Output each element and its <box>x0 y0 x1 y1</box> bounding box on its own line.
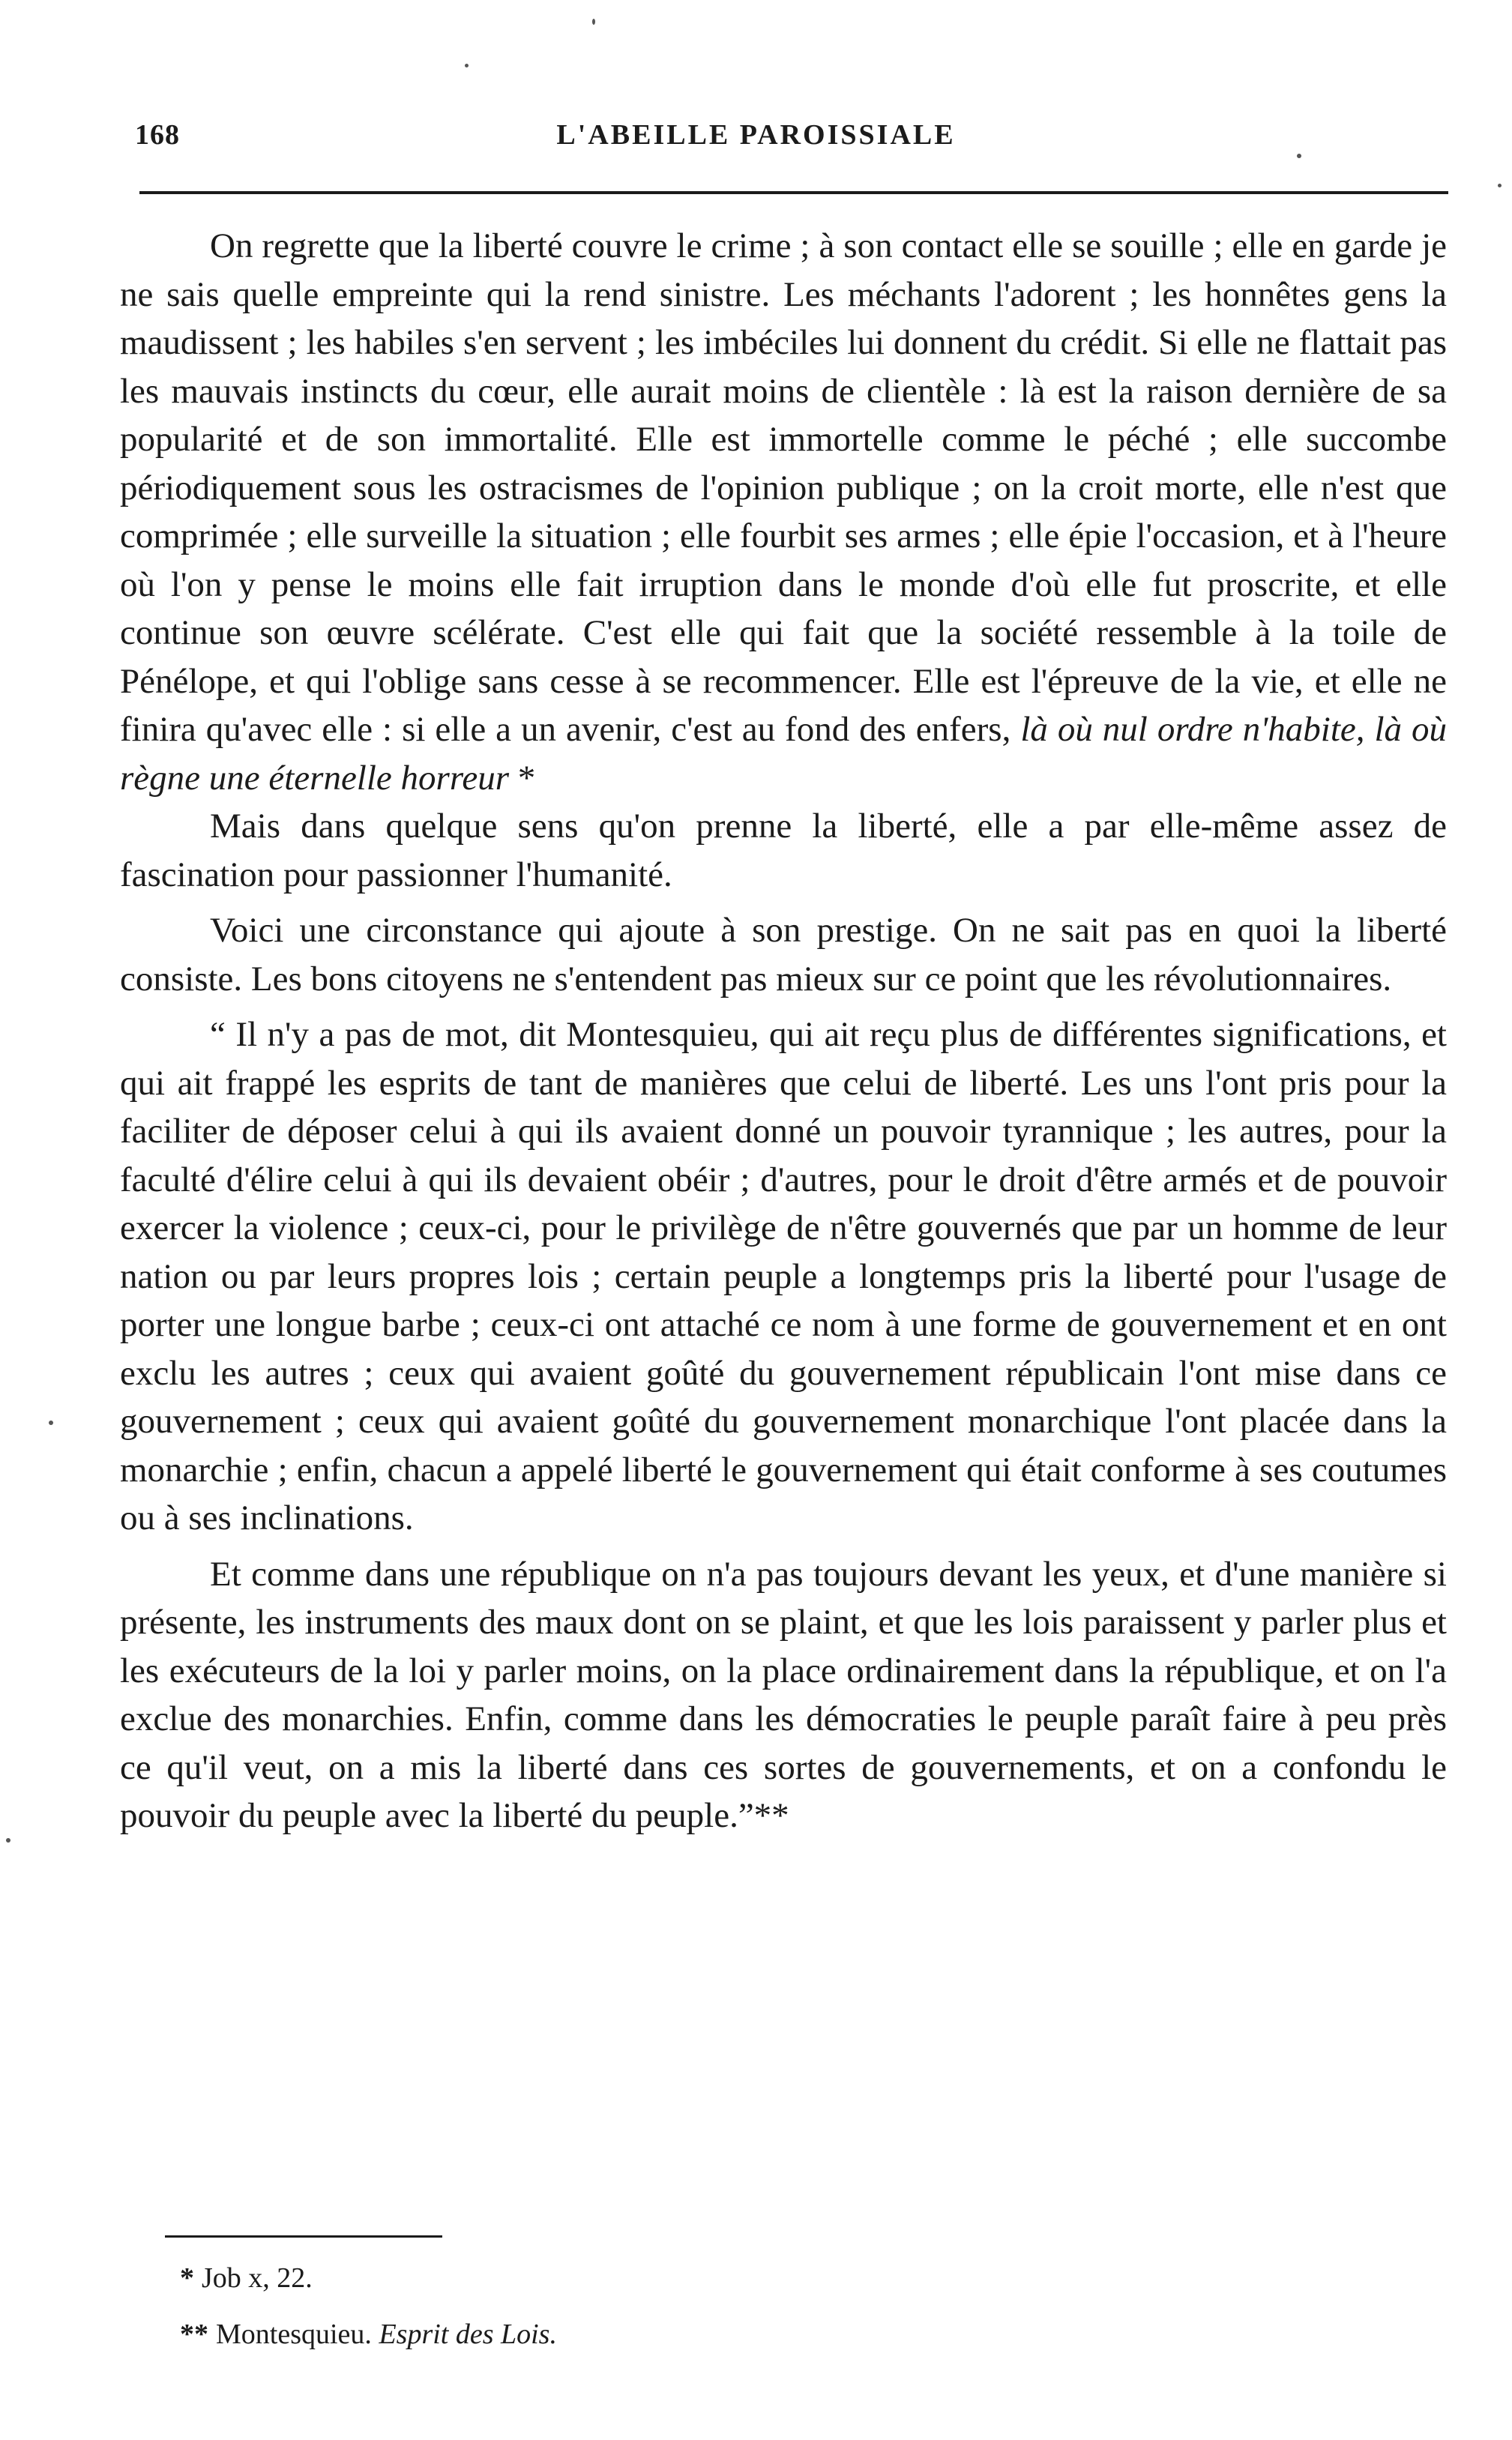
footnote-ref-1: * <box>509 758 536 798</box>
footnote-1 <box>180 2260 313 2296</box>
body-text <box>120 222 1447 1840</box>
paragraph-3: Voici une circonstance qui ajoute à son prestige. On ne sait pas en quoi la liberté consiste. Les bons citoyens ne s'entendent pas mieux sur ce point que les révolutionnaires. <box>120 911 1447 998</box>
page-number: 168 <box>135 119 180 151</box>
scan-speck <box>49 1421 53 1425</box>
footnote-2 <box>180 2316 557 2352</box>
footnote-1-mark: * <box>180 2262 194 2294</box>
footnote-rule <box>165 2235 442 2238</box>
running-title: L'ABEILLE PAROISSIALE <box>556 119 956 151</box>
paragraph-1 <box>120 222 1447 802</box>
paragraph-2: Mais dans quelque sens qu'on prenne la liberté, elle a par elle-même assez de fascination pour passionner l'humanité. <box>120 807 1447 894</box>
scan-speck <box>592 19 595 25</box>
scan-speck <box>1498 184 1502 187</box>
scan-speck <box>1297 154 1301 158</box>
header-rule <box>139 191 1448 194</box>
job-quotation: là où nul ordre n'habite, là où règne une éternelle horreur <box>120 710 1447 798</box>
scan-speck <box>6 1838 10 1843</box>
scan-speck <box>465 64 469 67</box>
footnote-2-mark: ** <box>180 2319 208 2350</box>
paragraph-1-text: On regrette que la liberté couvre le crime ; à son contact elle se souille ; elle en garde je ne sais quelle empreinte qui la rend sinistre. Les méchants l'adorent ; les honnêtes gens la maudissent ; les habiles s'en servent ; les imbéciles lui donnent du crédit. Si elle ne flattait pas les mauvais instincts du cœur, elle aurait moins de clientèle : là est la raison dernière de sa popularité et de son immortalité. Elle est immortelle comme le péché ; elle succombe périodiquement sous les ostracismes de l'opinion publique ; on la croit morte, elle n'est que comprimée ; elle surveille la situation ; elle fourbit ses armes ; elle épie l'occasion, et à l'heure où l'on y pense le moins elle fait irruption dans le monde d'où elle fut proscrite, et elle continue son œuvre scélérate. C'est elle qui fait que la société ressemble à la toile de Pénélope, et qui l'oblige sans cesse à se recommencer. Elle est l'épreuve de la vie, et elle ne finira qu'avec elle : si elle a un avenir, c'est au fond des enfers, <box>120 226 1447 749</box>
paragraph-5: Et comme dans une république on n'a pas toujours devant les yeux, et d'une manière si présente, les instruments des maux dont on se plaint, et que les lois paraissent y parler plus et les exécuteurs de la loi y parler moins, on la place ordinairement dans la république, et on l'a exclue des monarchies. Enfin, comme dans les démocraties le peuple paraît faire à peu près ce qu'il veut, on a mis la liberté dans ces sortes de gouvernements, et on a confondu le pouvoir du peuple avec la liberté du peuple.”** <box>120 1554 1447 1835</box>
footnote-2-title: Esprit des Lois. <box>379 2319 557 2350</box>
paragraph-4: “ Il n'y a pas de mot, dit Montesquieu, qui ait reçu plus de différentes significations, et qui ait frappé les esprits de tant de manières que celui de liberté. Les uns l'ont pris pour la faciliter de déposer celui à qui ils avaient donné un pouvoir tyrannique ; les autres, pour la faculté d'élire celui à qui ils devaient obéir ; d'autres, pour le droit d'être armés et de pouvoir exercer la violence ; ceux-ci, pour le privilège de n'être gouvernés que par un homme de leur nation ou par leurs propres lois ; certain peuple a longtemps pris la liberté pour l'usage de porter une longue barbe ; ceux-ci ont attaché ce nom à une forme de gouvernement et en ont exclu les autres ; ceux qui avaient goûté du gouvernement républicain l'ont mise dans ce gouvernement ; ceux qui avaient goûté du gouvernement monarchique l'ont placée dans la monarchie ; enfin, chacun a appelé liberté le gouvernement qui était conforme à ses coutumes ou à ses inclinations. <box>120 1015 1447 1537</box>
footnote-1-text: Job x, 22. <box>202 2262 313 2294</box>
footnote-2-text: Montesquieu. <box>216 2319 379 2350</box>
